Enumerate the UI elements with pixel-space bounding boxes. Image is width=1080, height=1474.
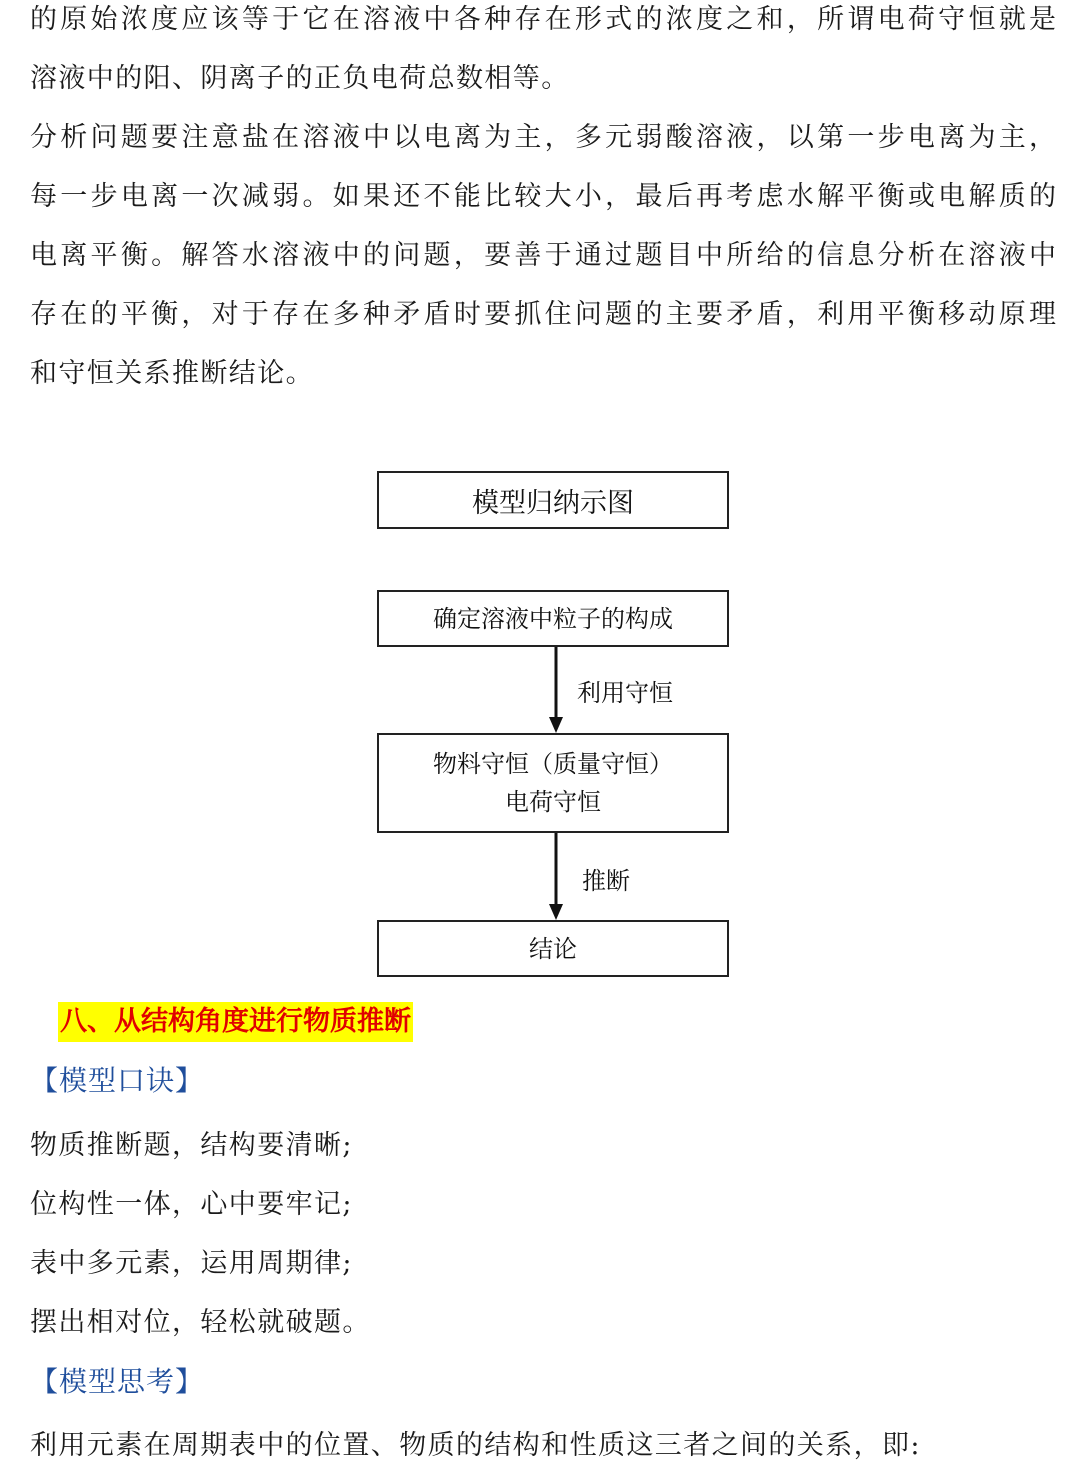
step-label: 电荷守恒 bbox=[505, 788, 601, 816]
step-label: 物料守恒（质量守恒） bbox=[433, 750, 673, 778]
arrow-label-infer: 推断 bbox=[582, 867, 630, 895]
formula-line: 位构性一体，心中要牢记; bbox=[30, 1189, 353, 1220]
formula-line: 表中多元素，运用周期律; bbox=[30, 1248, 353, 1279]
arrow-label-conservation: 利用守恒 bbox=[577, 679, 673, 707]
step-box-conclusion bbox=[377, 920, 729, 977]
paragraph-line: 每一步电离一次减弱。如果还不能比较大小，最后再考虑水解平衡或电解质的 bbox=[30, 181, 1056, 212]
diagram-title: 模型归纳示图 bbox=[472, 487, 634, 519]
paragraph-line: 溶液中的阳、阴离子的正负电荷总数相等。 bbox=[30, 63, 570, 94]
paragraph-line: 利用元素在周期表中的位置、物质的结构和性质这三者之间的关系，即: bbox=[30, 1430, 921, 1461]
paragraph-line: 电离平衡。解答水溶液中的问题，要善于通过题目中所给的信息分析在溶液中 bbox=[30, 240, 1056, 271]
paragraph-line: 存在的平衡，对于存在多种矛盾时要抓住问题的主要矛盾，利用平衡移动原理 bbox=[30, 299, 1056, 330]
paragraph-line: 和守恒关系推断结论。 bbox=[30, 358, 314, 389]
step-label: 确定溶液中粒子的构成 bbox=[433, 604, 673, 633]
step-box-particles bbox=[377, 590, 729, 647]
down-arrow-icon bbox=[540, 833, 570, 920]
thinking-title: 【模型思考】 bbox=[30, 1365, 205, 1398]
step-box-conservation bbox=[377, 733, 729, 833]
paragraph-line: 的原始浓度应该等于它在溶液中各种存在形式的浓度之和，所谓电荷守恒就是 bbox=[30, 4, 1056, 35]
step-label: 结论 bbox=[529, 934, 577, 963]
paragraph-line: 分析问题要注意盐在溶液中以电离为主，多元弱酸溶液，以第一步电离为主， bbox=[30, 122, 1056, 153]
formula-line: 物质推断题，结构要清晰; bbox=[30, 1130, 353, 1161]
section-heading: 八、从结构角度进行物质推断 bbox=[58, 1002, 413, 1042]
formula-title: 【模型口诀】 bbox=[30, 1064, 205, 1097]
formula-line: 摆出相对位，轻松就破题。 bbox=[30, 1307, 371, 1338]
down-arrow-icon bbox=[540, 647, 570, 733]
diagram-title-box bbox=[377, 471, 729, 529]
